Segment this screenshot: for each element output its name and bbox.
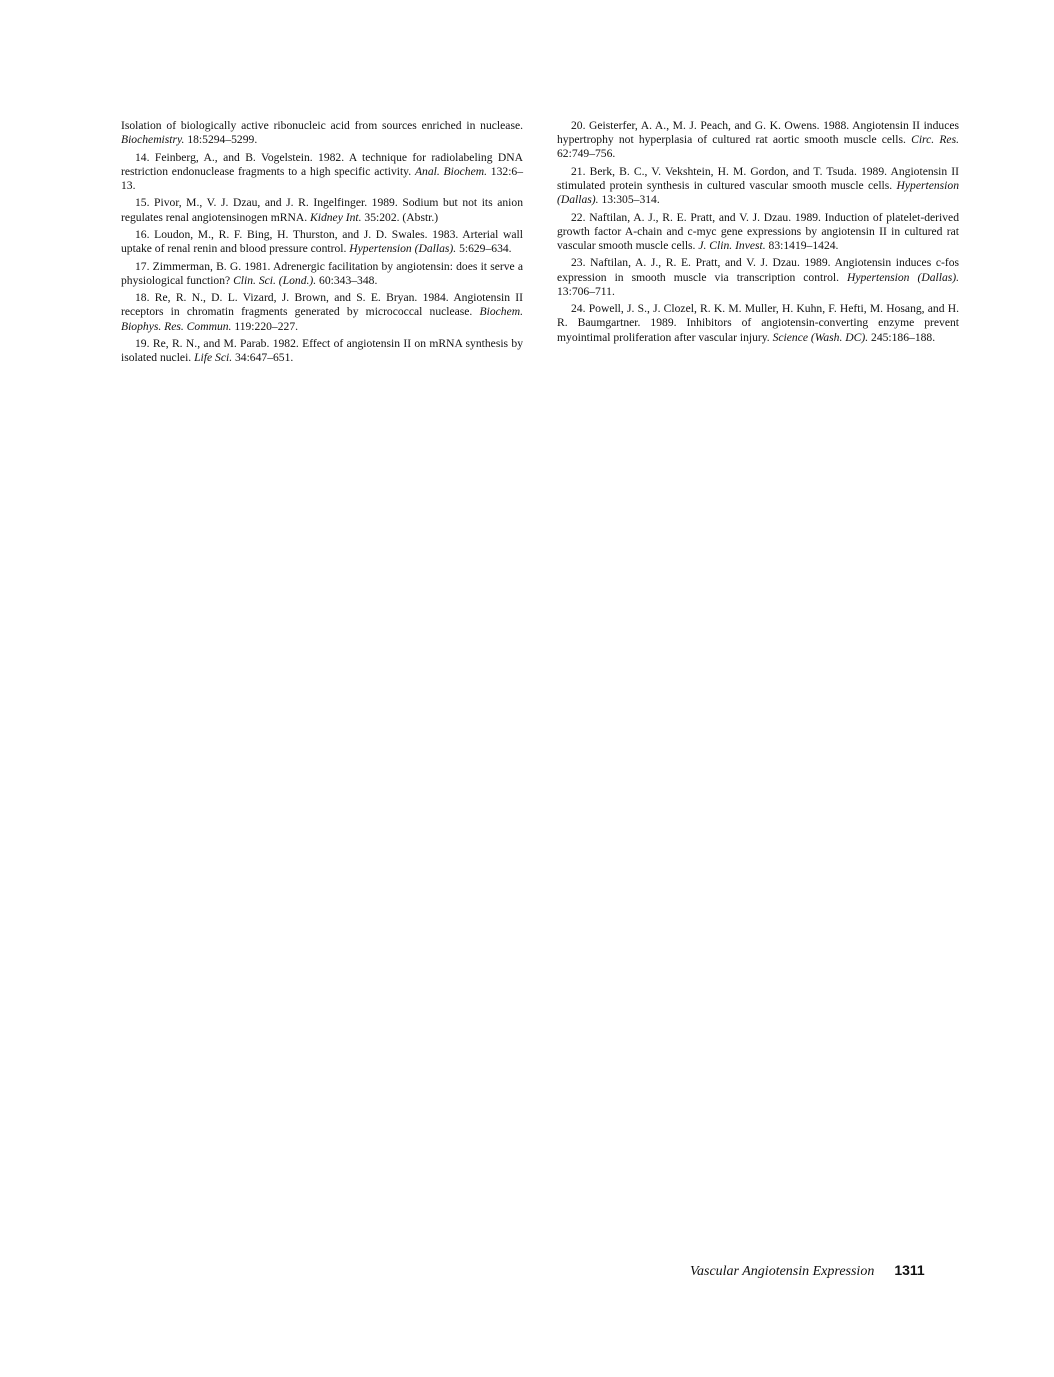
reference-text: 23. Naftilan, A. J., R. E. Pratt, and V. J. Dzau. 1989. Angiotensin induces c-fos expression in smooth muscle via transcription control.	[557, 256, 959, 284]
reference-citation: 119:220–227.	[231, 319, 299, 333]
reference-18	[121, 291, 523, 334]
reference-citation: 60:343–348.	[316, 273, 378, 287]
page-number: 1311	[894, 1262, 925, 1278]
reference-text: 17. Zimmerman, B. G. 1981. Adrenergic facilitation by angiotensin: does it serve a physiological function?	[121, 259, 523, 287]
reference-journal: Biochemistry.	[121, 133, 185, 147]
running-title: Vascular Angiotensin Expression	[690, 1264, 875, 1279]
reference-journal: Hypertension (Dallas).	[557, 179, 959, 207]
reference-citation: 13:706–711.	[557, 284, 615, 298]
reference-citation: 132:6–13.	[121, 164, 524, 192]
reference-text: 18. Re, R. N., D. L. Vizard, J. Brown, and S. E. Bryan. 1984. Angiotensin II receptors in chromatin fragments generated by micrococcal nuclease.	[121, 291, 523, 319]
reference-text: 14. Feinberg, A., and B. Vogelstein. 1982. A technique for radiolabeling DNA restriction endonuclease fragments to a high specific activity.	[121, 150, 523, 178]
reference-citation: 18:5294–5299.	[184, 133, 258, 147]
reference-citation: 34:647–651.	[232, 351, 294, 365]
reference-text: 20. Geisterfer, A. A., M. J. Peach, and G. K. Owens. 1988. Angiotensin II induces hypertrophy not hyperplasia of cultured rat aortic smooth muscle cells.	[557, 119, 959, 147]
reference-journal: Clin. Sci. (Lond.).	[233, 273, 317, 287]
reference-journal: Hypertension (Dallas).	[847, 270, 960, 284]
reference-citation: 35:202. (Abstr.)	[361, 210, 439, 224]
reference-journal: Biochem. Biophys. Res. Commun.	[121, 305, 523, 333]
reference-17	[121, 260, 523, 288]
reference-14	[121, 151, 523, 194]
reference-citation: 13:305–314.	[598, 193, 660, 207]
reference-journal: Circ. Res.	[911, 133, 959, 147]
reference-22	[557, 211, 959, 254]
reference-citation: 5:629–634.	[456, 242, 512, 256]
reference-journal: Anal. Biochem.	[414, 164, 487, 178]
reference-text: 15. Pivor, M., V. J. Dzau, and J. R. Ingelfinger. 1989. Sodium but not its anion regulates renal angiotensinogen mRNA.	[121, 196, 523, 224]
reference-20	[557, 119, 959, 162]
reference-text: Isolation of biologically active ribonucleic acid from sources enriched in nuclease.	[121, 119, 523, 132]
reference-text: 22. Naftilan, A. J., R. E. Pratt, and V. J. Dzau. 1989. Induction of platelet-derived growth factor A-chain and c-myc gene expressions by angiotensin II in cultured rat vascular smooth muscle cells.	[557, 210, 959, 252]
reference-citation: 62:749–756.	[557, 147, 616, 161]
reference-15	[121, 196, 523, 224]
reference-21	[557, 165, 959, 208]
reference-text: 24. Powell, J. S., J. Clozel, R. K. M. Muller, H. Kuhn, F. Hefti, M. Hosang, and H. R. Baumgartner. 1989. Inhibitors of angiotensin-converting enzyme prevent myointimal proliferation after vascular injury.	[557, 302, 959, 344]
reference-23	[557, 256, 959, 299]
references-left-column	[121, 119, 523, 369]
reference-16	[121, 228, 523, 256]
reference-citation: 83:1419–1424.	[765, 239, 839, 252]
reference-journal: Hypertension (Dallas).	[349, 242, 457, 256]
reference-text: 19. Re, R. N., and M. Parab. 1982. Effect of angiotensin II on mRNA synthesis by isolated nuclei.	[121, 336, 523, 365]
reference-19	[121, 337, 523, 365]
reference-24	[557, 302, 959, 345]
reference-citation: 245:186–188.	[868, 330, 936, 344]
reference-journal: Science (Wash. DC).	[772, 330, 869, 344]
reference-13-continuation	[121, 119, 523, 147]
reference-text: 16. Loudon, M., R. F. Bing, H. Thurston, and J. D. Swales. 1983. Arterial wall uptake of renal renin and blood pressure control.	[121, 227, 523, 256]
reference-journal: Life Sci.	[194, 351, 233, 365]
page-footer	[690, 1261, 925, 1281]
reference-text: 21. Berk, B. C., V. Vekshtein, H. M. Gordon, and T. Tsuda. 1989. Angiotensin II stimulated protein synthesis in cultured vascular smooth muscle cells.	[557, 164, 959, 192]
references-right-column	[557, 119, 959, 348]
reference-journal: Kidney Int.	[310, 210, 362, 224]
reference-journal: J. Clin. Invest.	[698, 239, 766, 252]
